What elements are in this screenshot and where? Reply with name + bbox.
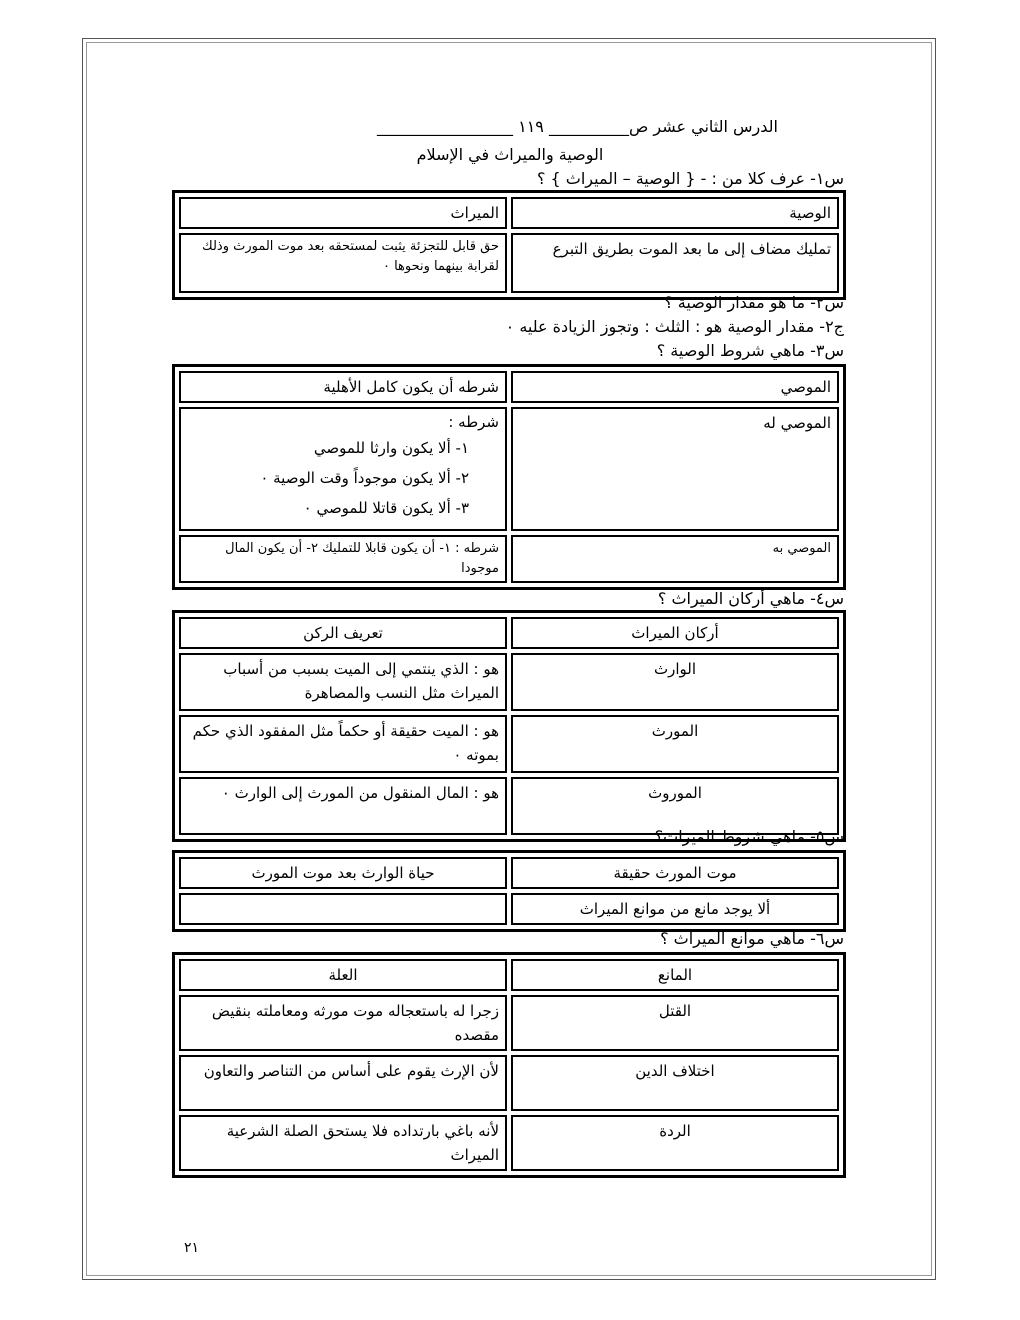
inheritance-definition: حق قابل للتجزئة يثبت لمستحقه بعد موت المورث وذلك لقرابة بينهما ونحوها ٠: [179, 233, 507, 293]
table-row: [179, 653, 839, 711]
answer-2: ج٢- مقدار الوصية هو : الثلث : وتجوز الزيادة عليه ٠: [505, 317, 844, 336]
testator-label: الموصي: [511, 371, 839, 403]
question-1: س١- عرف كلا من : - { الوصية – الميراث } ؟: [536, 169, 844, 188]
question-5: س٥- ماهي شروط الميراث؟: [654, 827, 844, 846]
bequeathed-label: الموصي به: [511, 535, 839, 583]
pillar-definition: هو : المال المنقول من المورث إلى الوارث ٠: [179, 777, 507, 835]
header-pillars: أركان الميراث: [511, 617, 839, 649]
header-definition: تعريف الركن: [179, 617, 507, 649]
question-2: س٢- ما هو مقدار الوصية ؟: [664, 293, 844, 312]
inheritance-conditions-table: [172, 850, 846, 932]
header-inheritance: الميراث: [179, 197, 507, 229]
header-reason: العلة: [179, 959, 507, 991]
pillar-name: المورث: [511, 715, 839, 773]
will-definition: تمليك مضاف إلى ما بعد الموت بطريق التبرع: [511, 233, 839, 293]
table-row: [179, 1055, 839, 1111]
table-row: [179, 715, 839, 773]
condition-4: [179, 893, 507, 925]
page-number: ٢١: [184, 1240, 200, 1256]
table-row: [179, 995, 839, 1051]
impediment-reason: لأن الإرث يقوم على أساس من التناصر والتعاون: [179, 1055, 507, 1111]
table-row: [179, 1115, 839, 1171]
lesson-line: الدرس الثاني عشر ص__________ ١١٩ _________________: [377, 117, 778, 136]
beneficiary-label: الموصي له: [511, 407, 839, 531]
will-conditions-table: [172, 364, 846, 590]
pillar-definition: هو : الميت حقيقة أو حكماً مثل المفقود الذي حكم بموته ٠: [179, 715, 507, 773]
impediment-reason: زجرا له باستعجاله موت مورثه ومعاملته بنقيض مقصده: [179, 995, 507, 1051]
question-6: س٦- ماهي موانع الميراث ؟: [660, 929, 844, 948]
testator-condition: شرطه أن يكون كامل الأهلية: [179, 371, 507, 403]
impediment-name: القتل: [511, 995, 839, 1051]
impediments-table: [172, 952, 846, 1178]
beneficiary-condition-2: ٢- ألا يكون موجوداً وقت الوصية ٠: [260, 469, 469, 487]
condition-2: حياة الوارث بعد موت المورث: [179, 857, 507, 889]
bequeathed-condition: شرطه : ١- أن يكون قابلا للتمليك ٢- أن يكون المال موجودا: [179, 535, 507, 583]
impediment-reason: لأنه باغي بارتداده فلا يستحق الصلة الشرعية الميراث: [179, 1115, 507, 1171]
pillar-definition: هو : الذي ينتمي إلى الميت بسبب من أسباب الميراث مثل النسب والمصاهرة: [179, 653, 507, 711]
pillar-name: الوارث: [511, 653, 839, 711]
question-3: س٣- ماهي شروط الوصية ؟: [656, 341, 844, 360]
pillar-name: الموروث: [511, 777, 839, 835]
condition-3: ألا يوجد مانع من موانع الميراث: [511, 893, 839, 925]
beneficiary-conditions: [179, 407, 507, 531]
beneficiary-condition-3: ٣- ألا يكون قاتلا للموصي ٠: [303, 499, 469, 517]
header-will: الوصية: [511, 197, 839, 229]
page-title: الوصية والميراث في الإسلام: [416, 145, 604, 164]
question-4: س٤- ماهي أركان الميراث ؟: [657, 589, 844, 608]
condition-1: موت المورث حقيقة: [511, 857, 839, 889]
beneficiary-condition-1: ١- ألا يكون وارثا للموصي: [313, 439, 469, 457]
pillars-table: [172, 610, 846, 842]
beneficiary-intro: شرطه :: [448, 413, 499, 431]
definitions-table: [172, 190, 846, 300]
impediment-name: الردة: [511, 1115, 839, 1171]
impediment-name: اختلاف الدين: [511, 1055, 839, 1111]
header-impediment: المانع: [511, 959, 839, 991]
